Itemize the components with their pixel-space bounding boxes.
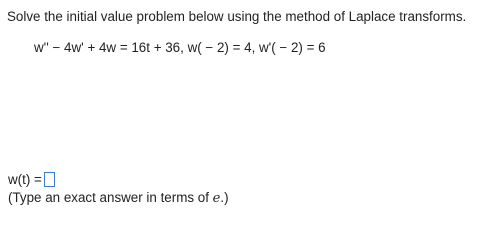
differential-equation: w'' − 4w' + 4w = 16t + 36, w( − 2) = 4, w'( − 2) = 6: [34, 40, 326, 55]
hint-variable: e: [212, 191, 221, 206]
answer-row: [8, 170, 55, 188]
question-prompt: Solve the initial value problem below using the method of Laplace transforms.: [7, 9, 467, 24]
answer-hint: [8, 190, 229, 206]
answer-label: w(t) =: [8, 171, 42, 187]
hint-suffix: .): [220, 190, 229, 205]
hint-prefix: (Type an exact answer in terms of: [8, 190, 213, 205]
answer-input-box[interactable]: [44, 172, 55, 187]
